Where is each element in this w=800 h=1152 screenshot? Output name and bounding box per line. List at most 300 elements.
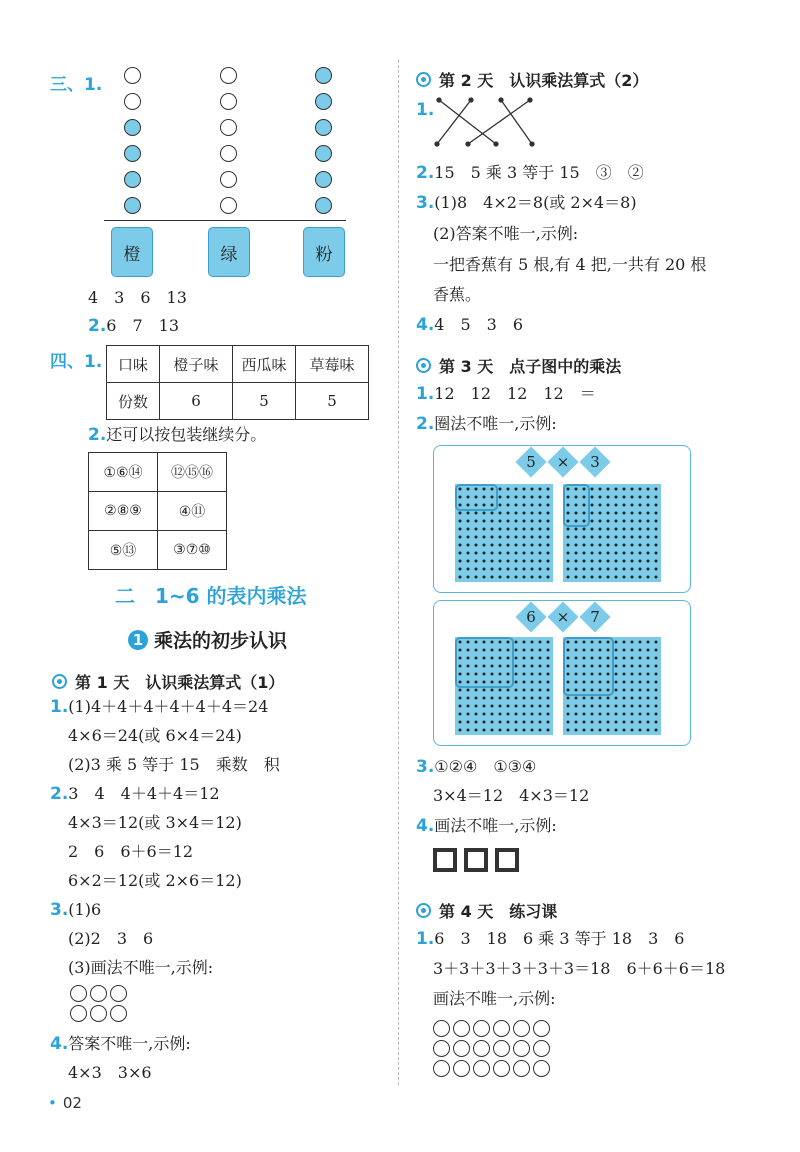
dot (499, 649, 502, 652)
dot (467, 673, 470, 676)
dot (515, 512, 518, 515)
dot (631, 504, 634, 507)
dot (647, 657, 650, 660)
dot (515, 576, 518, 579)
dot (523, 528, 526, 531)
dot (459, 568, 462, 571)
page-number: • 02 (48, 1094, 82, 1112)
table-cell: ①⑥⑭ (89, 453, 158, 492)
dot (467, 568, 470, 571)
dot (655, 552, 658, 555)
dot (459, 689, 462, 692)
dot (639, 697, 642, 700)
dot (539, 649, 542, 652)
dot (547, 649, 550, 652)
dot (459, 673, 462, 676)
dot (647, 544, 650, 547)
dot (547, 560, 550, 563)
unit-title-text: 乘法的初步认识 (154, 630, 288, 652)
table-row (89, 453, 227, 492)
dot (531, 689, 534, 692)
answer-text: 香蕉。 (433, 285, 482, 304)
dot (499, 665, 502, 668)
dot (583, 729, 586, 732)
dot (647, 681, 650, 684)
color-box-orange: 橙 (111, 227, 153, 277)
dot (539, 681, 542, 684)
dot (531, 544, 534, 547)
dot (507, 681, 510, 684)
dot (547, 536, 550, 539)
dot (467, 496, 470, 499)
dot (599, 649, 602, 652)
dot (499, 673, 502, 676)
dot (491, 488, 494, 491)
dot (539, 504, 542, 507)
dot (475, 713, 478, 716)
dot (507, 657, 510, 660)
dot (499, 552, 502, 555)
dot (475, 729, 478, 732)
dot (655, 528, 658, 531)
dot (607, 697, 610, 700)
dot (467, 504, 470, 507)
dot (567, 673, 570, 676)
dot (499, 641, 502, 644)
dot (523, 697, 526, 700)
answer-text: (1)4＋4＋4＋4＋4＋4＝24 (68, 697, 269, 716)
dot-grid (455, 484, 553, 582)
dot (531, 536, 534, 539)
circle (124, 145, 141, 162)
dot (591, 520, 594, 523)
dot-grid (455, 637, 553, 735)
dot (539, 657, 542, 660)
table-cell: 橙子味 (160, 346, 233, 383)
dot (523, 705, 526, 708)
table-cell: ②⑧⑨ (89, 492, 158, 531)
dot (567, 641, 570, 644)
dot (623, 673, 626, 676)
dot (655, 713, 658, 716)
dot (567, 496, 570, 499)
dot (615, 568, 618, 571)
dot (567, 713, 570, 716)
dot (483, 729, 486, 732)
dot (475, 552, 478, 555)
dot (647, 721, 650, 724)
dot (647, 488, 650, 491)
dot (467, 641, 470, 644)
dot (599, 689, 602, 692)
dot (631, 673, 634, 676)
dot (539, 528, 542, 531)
dot (591, 568, 594, 571)
dot (647, 649, 650, 652)
day1-heading (52, 670, 284, 693)
dot (515, 689, 518, 692)
dot (583, 681, 586, 684)
dot-grid-svg (563, 637, 661, 735)
answer-text: 4×3＝12(或 3×4＝12) (68, 813, 242, 832)
dot (567, 665, 570, 668)
dot (615, 729, 618, 732)
day2-heading (416, 68, 648, 91)
dot (647, 705, 650, 708)
dot (623, 552, 626, 555)
answer-text: 答案不唯一,示例: (68, 1034, 191, 1053)
dot (567, 681, 570, 684)
question-number: 3. (416, 193, 435, 213)
stick-square (433, 848, 457, 872)
dot (623, 721, 626, 724)
dot (639, 496, 642, 499)
dot (515, 673, 518, 676)
dot (491, 673, 494, 676)
dot (515, 657, 518, 660)
dot (607, 560, 610, 563)
dot (491, 512, 494, 515)
dot (531, 713, 534, 716)
dot (467, 697, 470, 700)
dot (547, 512, 550, 515)
baseline-rule (104, 220, 346, 221)
dot (531, 681, 534, 684)
dot (523, 496, 526, 499)
dot (459, 528, 462, 531)
dot (539, 713, 542, 716)
dot (507, 697, 510, 700)
dot (499, 528, 502, 531)
dot (591, 681, 594, 684)
dot (591, 689, 594, 692)
dot (499, 689, 502, 692)
dot (575, 496, 578, 499)
dot (583, 496, 586, 499)
dot (467, 649, 470, 652)
dot (523, 560, 526, 563)
dot (607, 713, 610, 716)
dot (531, 520, 534, 523)
dot (483, 657, 486, 660)
dot (567, 544, 570, 547)
dot (547, 689, 550, 692)
section3-label: 三、1. (50, 75, 103, 95)
dot (655, 721, 658, 724)
dot (475, 721, 478, 724)
answer-text: 一把香蕉有 5 根,有 4 把,一共有 20 根 (433, 255, 707, 274)
dot (655, 496, 658, 499)
dot (623, 528, 626, 531)
dot (623, 496, 626, 499)
dot (591, 729, 594, 732)
dot (583, 536, 586, 539)
dot (531, 568, 534, 571)
dot (459, 721, 462, 724)
column-divider (398, 60, 399, 1085)
dot (639, 657, 642, 660)
dot (507, 665, 510, 668)
dot (547, 665, 550, 668)
dot (639, 729, 642, 732)
dot (647, 713, 650, 716)
question-number: 1. (416, 929, 435, 949)
dot (483, 504, 486, 507)
dot (583, 576, 586, 579)
dot (639, 512, 642, 515)
dot (607, 568, 610, 571)
dot (639, 504, 642, 507)
dot (599, 576, 602, 579)
dot (531, 665, 534, 668)
answer-text: 6×2＝12(或 2×6＝12) (68, 871, 242, 890)
dot (575, 512, 578, 515)
dot (583, 544, 586, 547)
stick-square (495, 848, 519, 872)
dot (539, 520, 542, 523)
dot (507, 504, 510, 507)
dot (507, 649, 510, 652)
dot (475, 665, 478, 668)
dot (631, 657, 634, 660)
dot (591, 552, 594, 555)
dot (607, 536, 610, 539)
color-box-pink: 粉 (303, 227, 345, 277)
dot (547, 528, 550, 531)
dot (539, 544, 542, 547)
dot (607, 649, 610, 652)
dot (647, 689, 650, 692)
dot (599, 681, 602, 684)
dot (475, 560, 478, 563)
small-circle (473, 1040, 490, 1057)
circle (315, 197, 332, 214)
dot (515, 560, 518, 563)
dot (583, 713, 586, 716)
dot (523, 641, 526, 644)
dot (615, 560, 618, 563)
highlight-frame (456, 638, 513, 687)
question-number: 2. (88, 425, 107, 445)
circle (124, 171, 141, 188)
dot (507, 705, 510, 708)
small-circle (70, 985, 87, 1002)
dot (575, 536, 578, 539)
answer-text: 4 5 3 6 (434, 315, 524, 334)
answer-text: 2 6 6＋6＝12 (68, 842, 194, 861)
dot (459, 657, 462, 660)
small-circle (433, 1040, 450, 1057)
question-number: 1. (416, 384, 435, 404)
dot (615, 528, 618, 531)
dot (631, 729, 634, 732)
dot-grid-svg (455, 637, 553, 735)
dot (623, 713, 626, 716)
small-circle (90, 985, 107, 1002)
answer-line: 4 3 6 13 (88, 288, 187, 307)
dot (515, 713, 518, 716)
dot (483, 576, 486, 579)
dot (483, 713, 486, 716)
dot (567, 649, 570, 652)
answer-text: 画法不唯一,示例: (433, 989, 556, 1008)
dot (515, 520, 518, 523)
dot (639, 528, 642, 531)
dot (483, 681, 486, 684)
dot (607, 689, 610, 692)
dot (639, 544, 642, 547)
dot (483, 568, 486, 571)
dot (459, 552, 462, 555)
dot (607, 705, 610, 708)
dot (607, 673, 610, 676)
dot (599, 520, 602, 523)
dot (491, 496, 494, 499)
circle (220, 93, 237, 110)
dot (483, 560, 486, 563)
answer-text: 15 5 乘 3 等于 15 ③ ② (434, 163, 644, 182)
dot (499, 713, 502, 716)
dot (631, 568, 634, 571)
dot (475, 496, 478, 499)
table-cell: 5 (233, 383, 296, 420)
table-row (107, 383, 369, 420)
dot (483, 488, 486, 491)
dot (491, 705, 494, 708)
dot (491, 657, 494, 660)
dot (583, 560, 586, 563)
dot (567, 488, 570, 491)
dot (507, 568, 510, 571)
dot (567, 504, 570, 507)
dot (591, 496, 594, 499)
dot (631, 536, 634, 539)
dot (599, 512, 602, 515)
dot (599, 552, 602, 555)
dot (575, 560, 578, 563)
dot (575, 568, 578, 571)
dot (639, 681, 642, 684)
circle (124, 197, 141, 214)
dot (459, 488, 462, 491)
dot (523, 657, 526, 660)
unit-title (128, 626, 287, 653)
dot (531, 552, 534, 555)
dot (523, 536, 526, 539)
dot (515, 536, 518, 539)
dot (583, 721, 586, 724)
dot (567, 657, 570, 660)
dot (631, 705, 634, 708)
dot (567, 721, 570, 724)
dot (467, 528, 470, 531)
small-circle (473, 1020, 490, 1037)
circle (315, 93, 332, 110)
dot (567, 697, 570, 700)
dot (583, 657, 586, 660)
dot (591, 560, 594, 563)
dot (499, 705, 502, 708)
dot (623, 560, 626, 563)
dot (507, 560, 510, 563)
table-header-row (107, 346, 369, 383)
dot (575, 721, 578, 724)
dot (647, 641, 650, 644)
dot (607, 520, 610, 523)
dot (591, 536, 594, 539)
dot (491, 729, 494, 732)
dot (459, 665, 462, 668)
dot (547, 568, 550, 571)
answer-text: 还可以按包装继续分。 (106, 425, 267, 444)
dot (655, 657, 658, 660)
dot (615, 689, 618, 692)
dot (491, 552, 494, 555)
dot (655, 512, 658, 515)
dot (499, 504, 502, 507)
dot (507, 536, 510, 539)
dot (631, 681, 634, 684)
dot (531, 729, 534, 732)
dot (591, 576, 594, 579)
dot (531, 705, 534, 708)
dot (591, 649, 594, 652)
dot (599, 504, 602, 507)
dot (647, 504, 650, 507)
dot (507, 552, 510, 555)
dot (607, 504, 610, 507)
dot (483, 673, 486, 676)
dot (623, 697, 626, 700)
small-circle (433, 1060, 450, 1077)
circle (315, 145, 332, 162)
dot (623, 568, 626, 571)
dot (507, 721, 510, 724)
dot (567, 689, 570, 692)
dot (531, 560, 534, 563)
highlight-frame (564, 638, 613, 695)
dot (583, 568, 586, 571)
dot (575, 673, 578, 676)
stick-square (464, 848, 488, 872)
dot (547, 697, 550, 700)
circle-bullet-icon (416, 903, 431, 918)
panel-label: × (556, 608, 570, 626)
dot (591, 544, 594, 547)
dot (599, 713, 602, 716)
dot (539, 729, 542, 732)
taste-table (106, 345, 369, 420)
dot (567, 512, 570, 515)
answer-text: (2)2 3 6 (68, 929, 154, 948)
question-number: 4. (416, 816, 435, 836)
circle-bullet-icon (416, 72, 431, 87)
circle-bullet-icon (52, 674, 67, 689)
dot (547, 641, 550, 644)
dot (647, 520, 650, 523)
dot (483, 665, 486, 668)
dot (515, 721, 518, 724)
dot (591, 488, 594, 491)
dot (539, 496, 542, 499)
dot (499, 536, 502, 539)
dot (539, 721, 542, 724)
dot (515, 697, 518, 700)
dot (499, 681, 502, 684)
dot (615, 544, 618, 547)
dot (459, 560, 462, 563)
circle (220, 145, 237, 162)
